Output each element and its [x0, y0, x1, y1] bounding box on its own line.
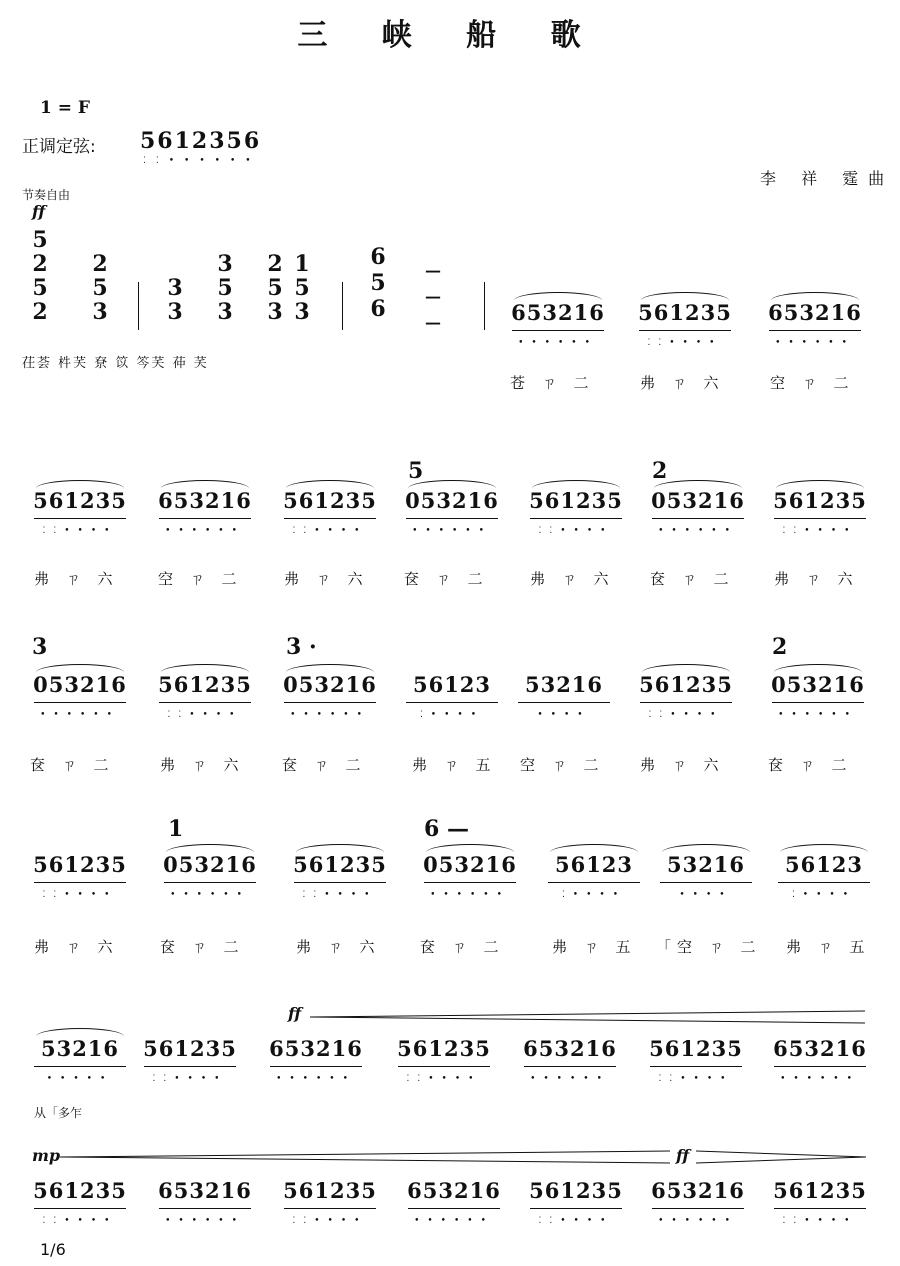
note-group: 053216 ••••••	[648, 488, 748, 513]
dynamic-ff: ff	[288, 1004, 302, 1023]
decrescendo-hairpin	[696, 1150, 866, 1164]
intro-chord-5a: 2 5 3	[267, 251, 283, 325]
accent-note: 6 —	[424, 816, 469, 842]
note-group: 053216 ••••••	[420, 852, 520, 877]
tablature: 「空 ㄗ 二	[656, 938, 762, 956]
note-group: 561235 ⁚⁚••••	[770, 488, 870, 513]
accent-note: 5	[408, 458, 424, 484]
tablature: 奁 ㄗ 二	[768, 756, 853, 774]
tablature: 空 ㄗ 二	[770, 374, 855, 392]
note-group: 053216 ••••••	[768, 672, 868, 697]
note-group: 653216 ••••••	[508, 300, 608, 325]
note-group: 561235 ⁚⁚••••	[649, 1036, 743, 1084]
tablature: 空 ㄗ 二	[520, 756, 605, 774]
accent-note: 2	[772, 634, 788, 660]
piece-title: 三 峡 船 歌	[297, 18, 603, 53]
note-group: 653216 ••••••	[158, 1178, 252, 1226]
tablature: 奁 ㄗ 二	[420, 938, 505, 956]
note-group: 053216 ••••••	[30, 672, 130, 697]
tablature: 弗 ㄗ 六	[774, 570, 859, 588]
tempo-marking: 节奏自由	[22, 188, 71, 202]
accent-note: 2	[652, 458, 668, 484]
crescendo-hairpin	[310, 1010, 865, 1024]
tablature: 苍 ㄗ 二	[510, 374, 595, 392]
note-group: 561235 ⁚⁚••••	[397, 1036, 491, 1084]
composer: 李 祥 霆曲	[760, 169, 895, 188]
note-group: 561235 ⁚⁚••••	[526, 488, 626, 513]
note-group: 561235 ⁚⁚••••	[636, 672, 736, 697]
tablature: 奁 ㄗ 二	[30, 756, 115, 774]
tuning-notes: 5612356	[140, 128, 262, 154]
note-group: 561235 ⁚⁚••••	[143, 1036, 237, 1084]
note-group: 53216 •••••	[30, 1036, 130, 1061]
tablature: 弗 ㄗ 六	[34, 938, 119, 956]
note-group: 653216 ••••••	[523, 1036, 617, 1084]
note-group: 561235 ⁚⁚••••	[280, 488, 380, 513]
tablature: 弗 ㄗ 六	[160, 756, 245, 774]
note-group: 053216 ••••••	[280, 672, 380, 697]
dynamic-mp: mp	[32, 1146, 61, 1165]
intro-chord-3: 3 3	[167, 275, 183, 325]
intro-chord-1: 5 2 5 2	[32, 227, 48, 325]
tablature: 弗 ㄗ 六	[296, 938, 381, 956]
key-signature: 1 = F	[40, 98, 90, 118]
note-group: 561235 ⁚⁚••••	[773, 1178, 867, 1226]
tablature: 弗 ㄗ 六	[34, 570, 119, 588]
note-group: 561235 ⁚⁚••••	[283, 1178, 377, 1226]
note-group: 561235 ⁚⁚••••	[155, 672, 255, 697]
tablature: 弗 ㄗ 五	[786, 938, 871, 956]
dynamic-ff-intro: ff	[32, 202, 46, 221]
accent-note: 1	[168, 816, 184, 842]
accent-note: 3 ·	[286, 634, 317, 660]
note-group: 561235 ⁚⁚••••	[290, 852, 390, 877]
intro-chord-6: 6 5 6	[370, 244, 386, 322]
note-group: 53216 ••••	[656, 852, 756, 877]
tablature: 奁 ㄗ 二	[160, 938, 245, 956]
tablature: 弗 ㄗ 五	[412, 756, 497, 774]
note-group: 653216 ••••••	[773, 1036, 867, 1084]
note-group: 561235 ⁚⁚••••	[30, 488, 130, 513]
note-group: 561235 ⁚⁚••••	[33, 852, 127, 900]
dynamic-ff: ff	[676, 1146, 690, 1165]
note-group: 561235 ⁚⁚••••	[529, 1178, 623, 1226]
note-group: 561235 ⁚⁚••••	[635, 300, 735, 325]
tablature: 弗 ㄗ 六	[640, 756, 725, 774]
tablature: 弗 ㄗ 六	[284, 570, 369, 588]
barline	[138, 282, 139, 330]
note-group: 053216 ••••••	[160, 852, 260, 877]
intro-chord-4: 3 5 3	[217, 251, 233, 325]
barline	[484, 282, 485, 330]
note-group: 653216 ••••••	[269, 1036, 363, 1084]
tuning-label: 正调定弦:	[22, 137, 96, 157]
barline	[342, 282, 343, 330]
tablature: 弗 ㄗ 五	[552, 938, 637, 956]
note-group: 053216 ••••••	[402, 488, 502, 513]
note-group: 53216 ••••	[514, 672, 614, 697]
note-group: 56123 ⁚••••	[402, 672, 502, 697]
note-group: 653216 ••••••	[407, 1178, 501, 1226]
note-group: 56123 ⁚••••	[774, 852, 874, 877]
tablature: 弗 ㄗ 六	[530, 570, 615, 588]
note-group: 561235 ⁚⁚••••	[33, 1178, 127, 1226]
tablature: 弗 ㄗ 六	[640, 374, 725, 392]
hold-dashes: — — —	[425, 261, 441, 332]
intro-tablature: 茌荟 㭌芺 尞 笖 笒芺 茽 芺	[22, 356, 209, 371]
crescendo-hairpin	[60, 1150, 670, 1164]
intro-chord-2: 2 5 3	[92, 251, 108, 325]
intro-chord-5b: 1 5 3	[294, 251, 310, 325]
note-group: 56123 ⁚••••	[544, 852, 644, 877]
tuning-dots: ⁚⁚••••••	[143, 156, 261, 166]
tablature: 奁 ㄗ 二	[282, 756, 367, 774]
accent-note: 3	[32, 634, 48, 660]
tablature: 空 ㄗ 二	[158, 570, 243, 588]
tablature: 奁 ㄗ 二	[650, 570, 735, 588]
section-mark: 从「多乍	[34, 1106, 83, 1120]
note-group: 653216 ••••••	[651, 1178, 745, 1226]
note-group: 653216 ••••••	[155, 488, 255, 513]
page-number: 1/6	[40, 1240, 66, 1259]
note-group: 653216 ••••••	[765, 300, 865, 325]
tablature: 奁 ㄗ 二	[404, 570, 489, 588]
